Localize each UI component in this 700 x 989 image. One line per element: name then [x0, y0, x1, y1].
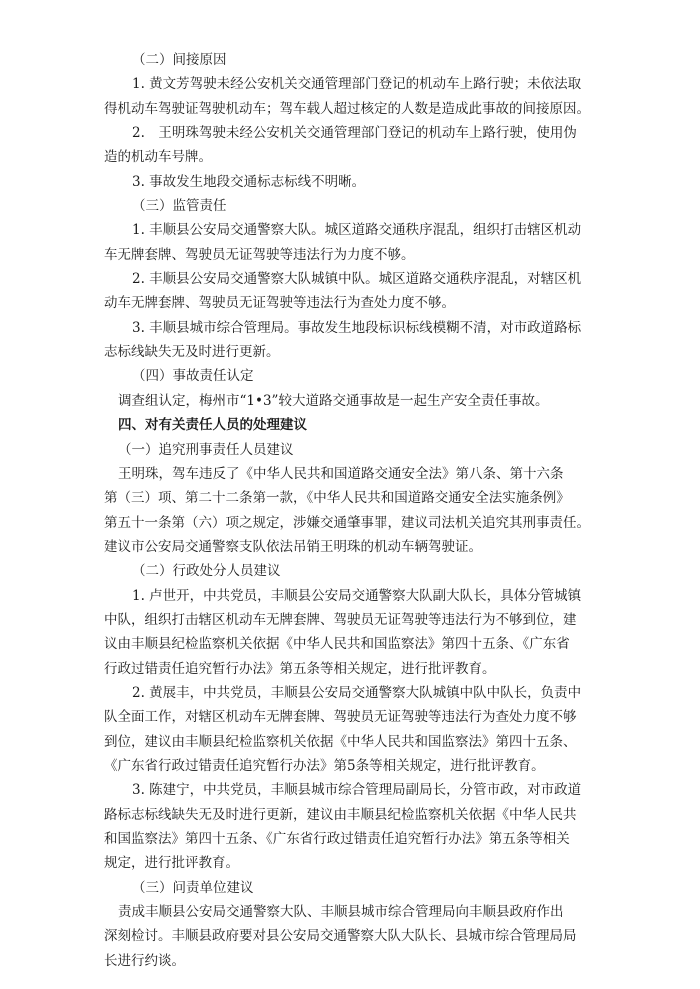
section-heading-liability: （四）事故责任认定 [132, 368, 254, 385]
paragraph-line: 议由丰顺县纪检监察机关依据《中华人民共和国监察法》第四十五条、《广东省 [104, 636, 570, 653]
paragraph-line: 3. 陈建宁，中共党员，丰顺县城市综合管理局副局长，分管市政，对市政道 [132, 782, 582, 799]
paragraph-line: 得机动车驾驶证驾驶机动车；驾车载人超过核定的人数是造成此事故的间接原因。 [104, 100, 590, 117]
section-heading-indirect-cause: （二）间接原因 [132, 52, 227, 68]
paragraph-line: 第（三）项、第二十二条第一款，《中华人民共和国道路交通安全法实施条例》 [104, 490, 570, 507]
section-heading-accountability: （三）问责单位建议 [132, 879, 254, 896]
paragraph-line: 规定，进行批评教育。 [104, 855, 239, 872]
paragraph-line: 车无牌套牌、驾驶员无证驾驶等违法行为力度不够。 [104, 246, 415, 263]
paragraph-line: 2. 王明珠驾驶未经公安机关交通管理部门登记的机动车上路行驶，使用伪 [132, 125, 577, 141]
section-heading-criminal: （一）追究刑事责任人员建议 [118, 441, 294, 458]
paragraph-line: 调查组认定，梅州市“1•3”较大道路交通事故是一起生产安全责任事故。 [118, 392, 549, 409]
paragraph-line: 1. 丰顺县公安局交通警察大队。城区道路交通秩序混乱，组织打击辖区机动 [132, 222, 582, 239]
paragraph-line: 志标线缺失无及时进行更新。 [104, 344, 280, 361]
chapter-heading-handling: 四、对有关责任人员的处理建议 [118, 417, 307, 434]
paragraph-line: 2. 丰顺县公安局交通警察大队城镇中队。城区道路交通秩序混乱，对辖区机 [132, 271, 582, 288]
paragraph-line: 1. 黄文芳驾驶未经公安机关交通管理部门登记的机动车上路行驶；未依法取 [132, 76, 582, 93]
paragraph-line: 1. 卢世开，中共党员，丰顺县公安局交通警察大队副大队长，具体分管城镇 [132, 587, 582, 604]
paragraph-line: 队全面工作，对辖区机动车无牌套牌、驾驶员无证驾驶等违法行为查处力度不够 [104, 709, 577, 726]
paragraph-line: 2. 黄展丰，中共党员，丰顺县公安局交通警察大队城镇中队中队长，负责中 [132, 684, 582, 701]
paragraph-line: 造的机动车号牌。 [104, 149, 212, 166]
paragraph-line: 《广东省行政过错责任追究暂行办法》第5条等相关规定，进行批评教育。 [104, 757, 545, 774]
paragraph-line: 行政过错责任追究暂行办法》第五条等相关规定，进行批评教育。 [104, 660, 496, 677]
section-heading-administrative: （二）行政处分人员建议 [132, 563, 281, 580]
paragraph-line: 3. 事故发生地段交通标志标线不明晰。 [132, 173, 366, 190]
paragraph-line: 责成丰顺县公安局交通警察大队、丰顺县城市综合管理局向丰顺县政府作出 [118, 904, 564, 920]
paragraph-line: 动车无牌套牌、驾驶员无证驾驶等违法行为查处力度不够。 [104, 295, 455, 312]
paragraph-line: 长进行约谈。 [104, 952, 185, 969]
paragraph-line: 3. 丰顺县城市综合管理局。事故发生地段标识标线模糊不清，对市政道路标 [132, 319, 582, 336]
paragraph-line: 深刻检讨。丰顺县政府要对县公安局交通警察大队大队长、县城市综合管理局局 [104, 928, 577, 945]
paragraph-line: 路标志标线缺失无及时进行更新，建议由丰顺县纪检监察机关依据《中华人民共 [104, 806, 577, 823]
paragraph-line: 王明珠，驾车违反了《中华人民共和国道路交通安全法》第八条、第十六条 [118, 465, 564, 482]
paragraph-line: 和国监察法》第四十五条、《广东省行政过错责任追究暂行办法》第五条等相关 [104, 830, 570, 847]
paragraph-line: 第五十一条第（六）项之规定，涉嫌交通肇事罪，建议司法机关追究其刑事责任。 [104, 514, 590, 531]
paragraph-line: 建议市公安局交通警察支队依法吊销王明珠的机动车辆驾驶证。 [104, 538, 482, 555]
section-heading-supervision: （三）监管责任 [132, 198, 227, 215]
paragraph-line: 中队，组织打击辖区机动车无牌套牌、驾驶员无证驾驶等违法行为不够到位，建 [104, 611, 577, 628]
paragraph-line: 到位，建议由丰顺县纪检监察机关依据《中华人民共和国监察法》第四十五条、 [104, 733, 577, 750]
